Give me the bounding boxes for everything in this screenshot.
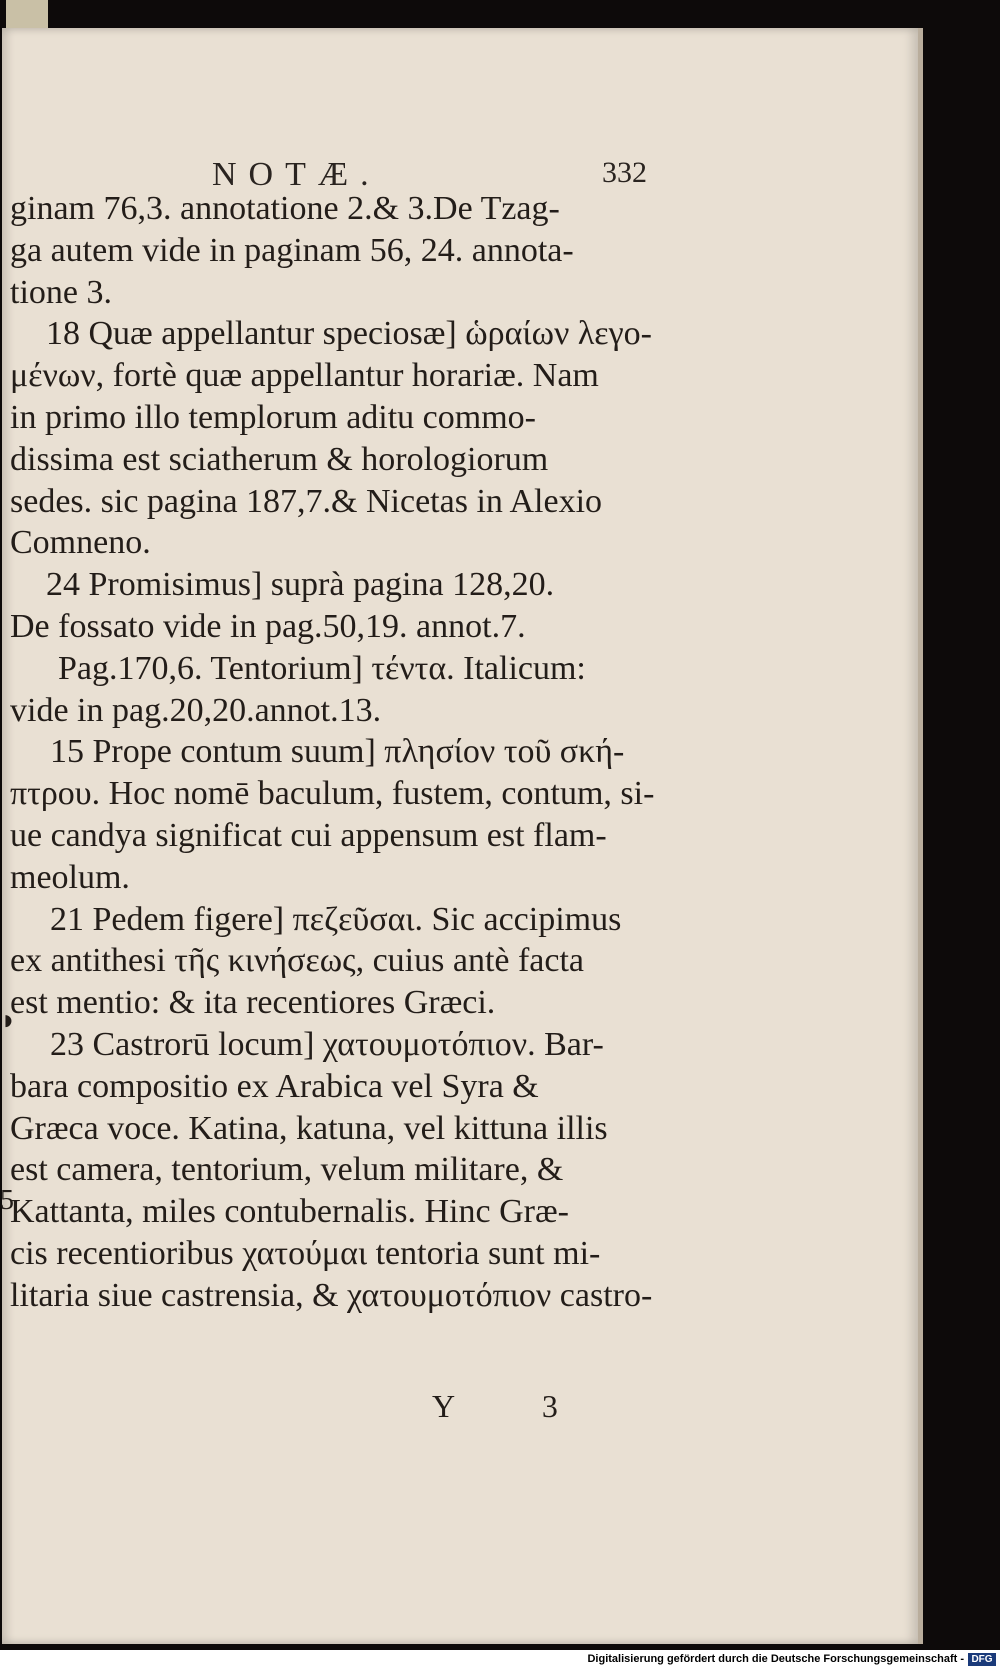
page-number: 332 (602, 156, 647, 189)
text-line: Comneno. (10, 524, 151, 562)
text-line: tione 3. (10, 273, 112, 311)
text-line: est mentio: & ita recentiores Græci. (10, 984, 496, 1022)
book-page (2, 28, 918, 1644)
text-line: 18 Quæ appellantur speciosæ] ὡραίων λεγο- (46, 315, 652, 353)
text-line: ga autem vide in paginam 56, 24. annota- (10, 231, 574, 269)
text-line: litaria siue castrensia, & χατουμοτόπιον castro- (10, 1276, 653, 1314)
footer-credit: Digitalisierung gefördert durch die Deutsche Forschungsgemeinschaft - (587, 1653, 964, 1665)
text-line: bara compositio ex Arabica vel Syra & (10, 1067, 539, 1105)
margin-mark: ◗ (0, 1005, 17, 1036)
text-line: cis recentioribus χατούμαι tentoria sunt mi- (10, 1234, 601, 1272)
text-line: 15 Prope contum suum] πλησίον τοῦ σκή- (50, 733, 625, 771)
text-line: sedes. sic pagina 187,7.& Nicetas in Alexio (10, 482, 603, 520)
page-edge (918, 28, 923, 1644)
text-line: 21 Pedem figere] πεζεῦσαι. Sic accipimus (50, 900, 622, 938)
text-line: Kattanta, miles contubernalis. Hinc Græ- (10, 1193, 569, 1231)
margin-mark: 5 (0, 1185, 14, 1216)
text-line: De fossato vide in pag.50,19. annot.7. (10, 607, 526, 645)
text-line: Pag.170,6. Tentorium] τέντα. Italicum: (58, 649, 586, 687)
margin-marks (0, 0, 17, 1650)
text-line: vide in pag.20,20.annot.13. (10, 691, 382, 729)
text-line: 23 Castrorū locum] χατουμοτόπιον. Bar- (50, 1025, 604, 1063)
text-line: ginam 76,3. annotatione 2.& 3.De Tzag- (10, 190, 560, 227)
text-line: dissima est sciatherum & horologiorum (10, 440, 549, 478)
text-line: meolum. (10, 858, 130, 896)
text-line: Græca voce. Katina, katuna, vel kittuna illis (10, 1109, 608, 1147)
text-line: est camera, tentorium, velum militare, & (10, 1151, 564, 1189)
text-line: μένων, fortè quæ appellantur horariæ. Nam (10, 357, 599, 395)
text-line: πτρου. Hoc nomē baculum, fustem, contum, si- (10, 775, 655, 813)
running-title: NOTÆ. (212, 156, 381, 193)
text-line: 24 Promisimus] suprà pagina 128,20. (46, 566, 555, 604)
dfg-logo: DFG (968, 1653, 996, 1666)
text-line: ue candya significat cui appensum est flam- (10, 816, 607, 854)
text-line: in primo illo templorum aditu commo- (10, 398, 536, 436)
signature-mark: Y 3 (432, 1388, 598, 1424)
footer-bar (0, 1650, 1000, 1670)
text-line: ex antithesi τῆς κινήσεως, cuius antè facta (10, 942, 585, 980)
notes-text (10, 188, 660, 1317)
